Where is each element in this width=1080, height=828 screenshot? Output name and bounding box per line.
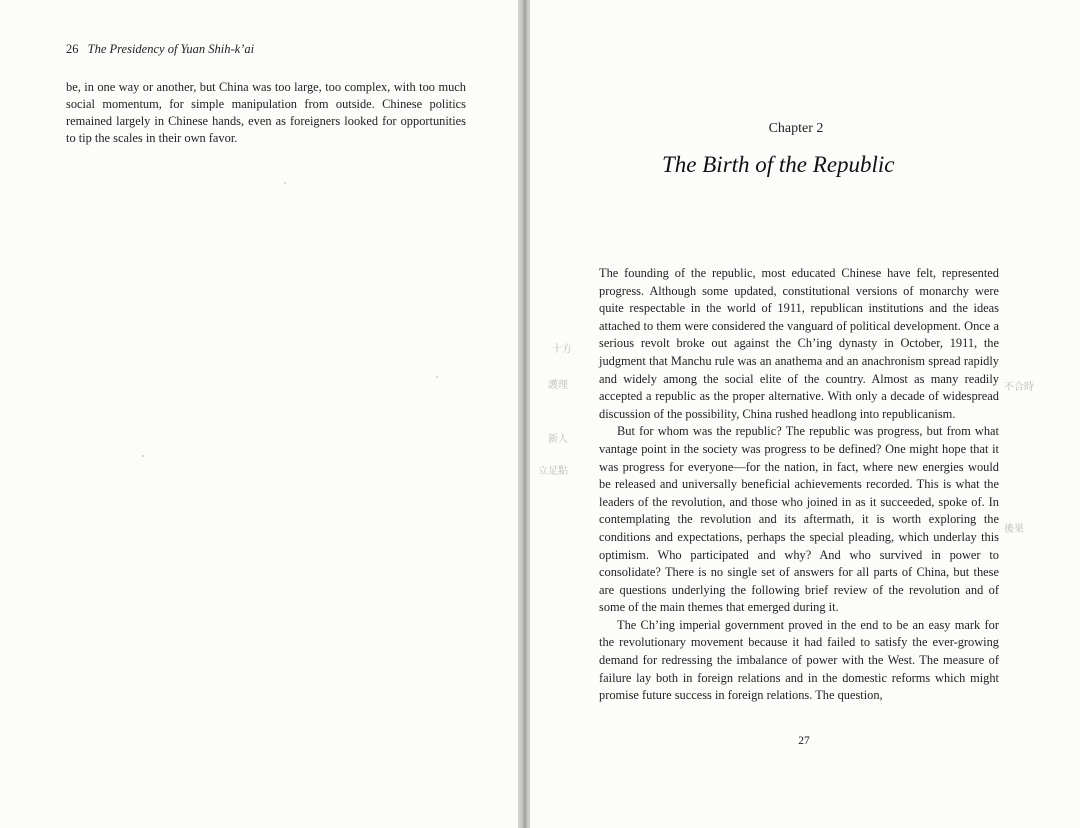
margin-note: 護理 [548, 380, 568, 391]
margin-note: 後果 [1004, 524, 1024, 535]
margin-note: 不合時 [1004, 382, 1034, 393]
margin-note: 立足點 [538, 466, 568, 477]
right-page-number: 27 [798, 735, 810, 747]
chapter-body [599, 265, 999, 705]
left-page-number: 26 [66, 42, 79, 56]
body-paragraph-3: The Ch’ing imperial government proved in the end to be an easy mark for the revolutionary movement because it had failed to satisfy the ever-growing demand for redressing the imbalance of power with the West. The measure of failure lay both in foreign relations and in the domestic reforms which might promise future success in foreign relations. The question, [599, 617, 999, 703]
body-paragraph-2: But for whom was the republic? The republic was progress, but from what vantage point in the society was progress to be defined? One might hope that it was progress for everyone—for the nation, in fact, where new energies would be released and universally beneficial achievements recorded. This is what the leaders of the revolution, and those who joined in as it succeeded, spoke of. In contemplating the revolution and its aftermath, it is worth exploring the conditions and expectations, perhaps the special pleading, which underlay this optimism. Who participated and why? And who survived in power to consolidate? There is no single set of answers for all parts of China, but these are questions underlying the following brief review of the revolution and of some of the main themes that emerged during it. [599, 424, 999, 615]
running-title: The Presidency of Yuan Shih-k’ai [87, 42, 255, 56]
chapter-label: Chapter 2 [768, 121, 824, 136]
chapter-title: The Birth of the Republic [662, 152, 895, 177]
paper-speck [436, 376, 438, 378]
paper-speck [284, 182, 286, 184]
left-page [0, 0, 520, 828]
running-head [66, 42, 254, 57]
body-paragraph-1: The founding of the republic, most educated Chinese have felt, represented progress. Although some updated, constitutional versions of monarchy were quite respectable in the world of 1911, republican institutions and the ideas attached to them were considered the vanguard of political development. Once a serious revolt broke out against the Ch’ing dynasty in October, 1911, the judgment that Manchu rule was an anathema and an anachronism spread rapidly and widely among the social elite of the country. Almost as many readily accepted a republic as the proper alternative. With only a decade of widespread discussion of the possibility, China rushed headlong into republicanism. [599, 266, 999, 421]
paper-speck [142, 455, 144, 457]
left-paragraph: be, in one way or another, but China was too large, too complex, with too much social momentum, for simple manipulation from outside. Chinese politics remained largely in Chinese hands, even as foreigners looked for opportunities to tip the scales in their own favor. [66, 80, 466, 145]
margin-note: 新人 [548, 434, 568, 445]
margin-note: 十方 [552, 344, 572, 355]
left-page-text [66, 79, 466, 147]
